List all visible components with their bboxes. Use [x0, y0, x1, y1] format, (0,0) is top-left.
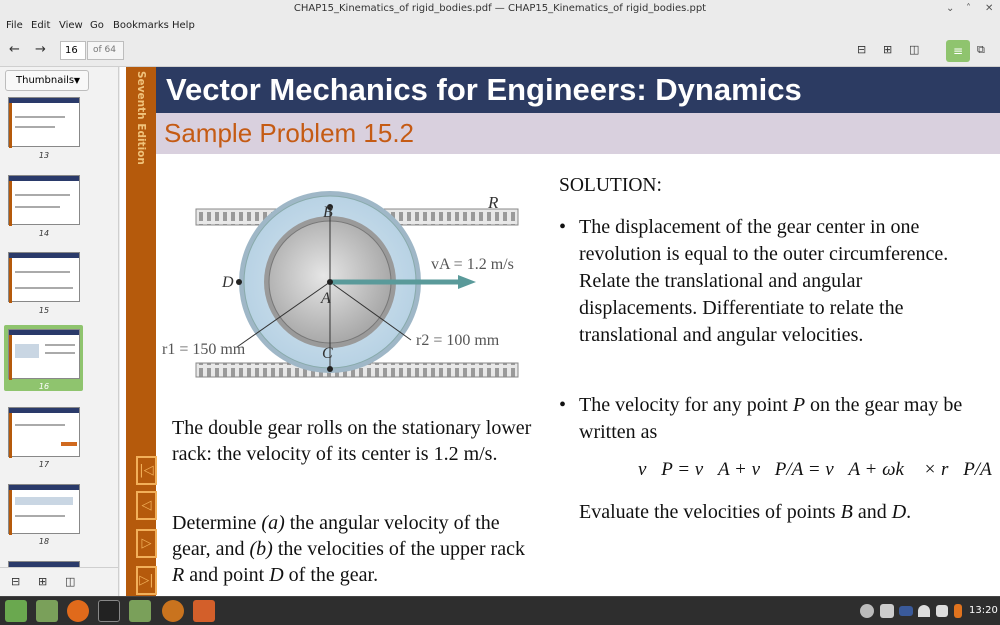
label-C: C	[322, 345, 333, 362]
wifi-icon[interactable]	[918, 605, 930, 617]
expand-icon[interactable]: ⊞	[38, 575, 48, 588]
thumbnail-page[interactable]	[8, 97, 80, 147]
edition-label: Seventh Edition	[135, 71, 147, 165]
solution-bullet-2	[559, 392, 989, 452]
label-vA: vA = 1.2 m/s	[431, 256, 514, 273]
thumbnail-number: 15	[38, 306, 50, 315]
close-icon[interactable]: ✕	[985, 3, 994, 14]
thumbnail-page[interactable]	[8, 407, 80, 457]
q-text: and point	[184, 564, 270, 586]
sidebar-dropdown[interactable]	[5, 70, 89, 91]
menu-bookmarks[interactable]: Bookmarks	[113, 20, 169, 31]
label-r1: r1 = 150 mm	[162, 341, 246, 358]
q-part-b: (b)	[249, 538, 273, 560]
q-var: D	[269, 564, 284, 586]
next-slide-icon[interactable]: ▷	[136, 529, 157, 558]
eval-text: Evaluate the velocities of points	[579, 501, 841, 523]
back-arrow-icon[interactable]: ←	[9, 42, 20, 57]
terminal-icon[interactable]	[98, 600, 120, 622]
label-D: D	[222, 274, 234, 291]
document-view[interactable]	[120, 67, 1000, 596]
bullet-dot: •	[559, 394, 567, 416]
eval-text: .	[906, 501, 912, 523]
gear-figure	[158, 185, 528, 390]
document-viewer-icon[interactable]	[193, 600, 215, 622]
chevron-down-icon: ▼	[73, 76, 80, 85]
sidebar-dropdown-label: Thumbnails	[16, 75, 75, 86]
fit-page-icon[interactable]: ◫	[909, 43, 920, 56]
thumbnail-number: 16	[38, 382, 50, 391]
eval-var: D	[891, 501, 907, 523]
thumbnail-number: 17	[38, 460, 50, 469]
sidebar-footer	[0, 567, 119, 596]
eval-text: and	[852, 501, 892, 523]
label-A: A	[321, 290, 331, 307]
window-title: CHAP15_Kinematics_of rigid_bodies.pdf — CHAP15_Kinematics_of rigid_bodies.ppt	[293, 3, 707, 14]
keyboard-flag-icon[interactable]	[899, 606, 913, 616]
firefox-icon[interactable]	[67, 600, 89, 622]
thumbnail-page[interactable]	[8, 484, 80, 534]
mint-menu-icon[interactable]	[5, 600, 27, 622]
menu-help[interactable]: Help	[172, 20, 195, 31]
b2-text: on the gear may be written as	[579, 394, 963, 443]
volume-icon[interactable]	[936, 605, 948, 617]
thumbnail-page-current[interactable]	[8, 329, 80, 379]
menu-bar	[0, 17, 1000, 35]
b2-var: P	[792, 394, 806, 416]
collapse-icon[interactable]: ⊟	[11, 575, 21, 588]
eval-var: B	[840, 501, 853, 523]
b2-text: The velocity for any point	[579, 394, 793, 416]
q-text: the velocities of the upper rack	[272, 538, 525, 560]
zoom-in-icon[interactable]: ⊞	[883, 43, 893, 56]
thumbnail-page[interactable]	[8, 252, 80, 302]
velocity-equation: v⃗P = v⃗A + v⃗P/A = v⃗A + ωk⃗ × r⃗P/A	[638, 459, 992, 480]
solution-label: SOLUTION:	[559, 175, 662, 196]
bullet-text	[579, 392, 979, 446]
menu-view[interactable]: View	[59, 20, 83, 31]
q-text: the angular velocity of the gear, and	[172, 512, 500, 560]
bullet-dot: •	[559, 216, 567, 238]
browser-icon[interactable]	[162, 600, 184, 622]
battery-icon[interactable]	[954, 604, 962, 618]
forward-arrow-icon[interactable]: →	[35, 42, 46, 57]
sidebar-toggle-icon[interactable]: ◫	[65, 575, 76, 588]
thumbnails-sidebar	[0, 67, 119, 596]
label-B: B	[323, 204, 333, 221]
prev-slide-icon[interactable]: ◁	[136, 491, 157, 520]
menu-go[interactable]: Go	[90, 20, 104, 31]
menu-edit[interactable]: Edit	[31, 20, 51, 31]
thumbnail-number: 14	[38, 229, 50, 238]
printer-icon[interactable]	[880, 604, 894, 618]
toolbar	[0, 35, 1000, 67]
minimize-icon[interactable]: ⌄	[946, 3, 955, 14]
thumbnail-number: 13	[38, 151, 50, 160]
zoom-out-icon[interactable]: ⊟	[857, 43, 867, 56]
bullet-text: The displacement of the gear center in one revolution is equal to the outer circumference. Relate the translational and angular displacements. Differentiate to relate the translational and angular velocities.	[579, 216, 949, 346]
continuous-view-toggle[interactable]: ≡	[946, 40, 970, 62]
file-manager-icon[interactable]	[129, 600, 151, 622]
thumbnail-page[interactable]	[8, 175, 80, 225]
title-bar	[0, 0, 1000, 17]
thumbnail-number: 18	[38, 537, 50, 546]
maximize-icon[interactable]: ˄	[966, 3, 971, 14]
taskbar	[0, 596, 1000, 625]
problem-question	[172, 510, 532, 588]
q-text: Determine	[172, 512, 262, 534]
menu-file[interactable]: File	[6, 20, 23, 31]
label-R: R	[488, 193, 499, 212]
slide-header-title: Vector Mechanics for Engineers: Dynamics	[156, 67, 1000, 113]
page-number-input[interactable]: 16	[60, 41, 86, 60]
solution-bullet-1	[559, 214, 989, 354]
q-var: R	[172, 564, 185, 586]
shield-icon[interactable]	[860, 604, 874, 618]
last-slide-icon[interactable]: ▷|	[136, 566, 157, 595]
problem-statement: The double gear rolls on the stationary lower rack: the velocity of its center is 1.2 m/s.	[172, 417, 532, 465]
evaluate-text	[579, 501, 911, 524]
q-text: of the gear.	[283, 564, 379, 586]
q-part-a: (a)	[261, 512, 285, 534]
first-slide-icon[interactable]: |◁	[136, 456, 157, 485]
label-r2: r2 = 100 mm	[416, 332, 500, 349]
clock[interactable]: 13:20	[969, 605, 998, 616]
files-icon[interactable]	[36, 600, 58, 622]
edition-side-strip	[126, 67, 156, 596]
slide-subtitle: Sample Problem 15.2	[156, 113, 1000, 154]
dual-page-icon[interactable]: ⧉	[977, 43, 985, 56]
page-count: of 64	[87, 41, 124, 60]
